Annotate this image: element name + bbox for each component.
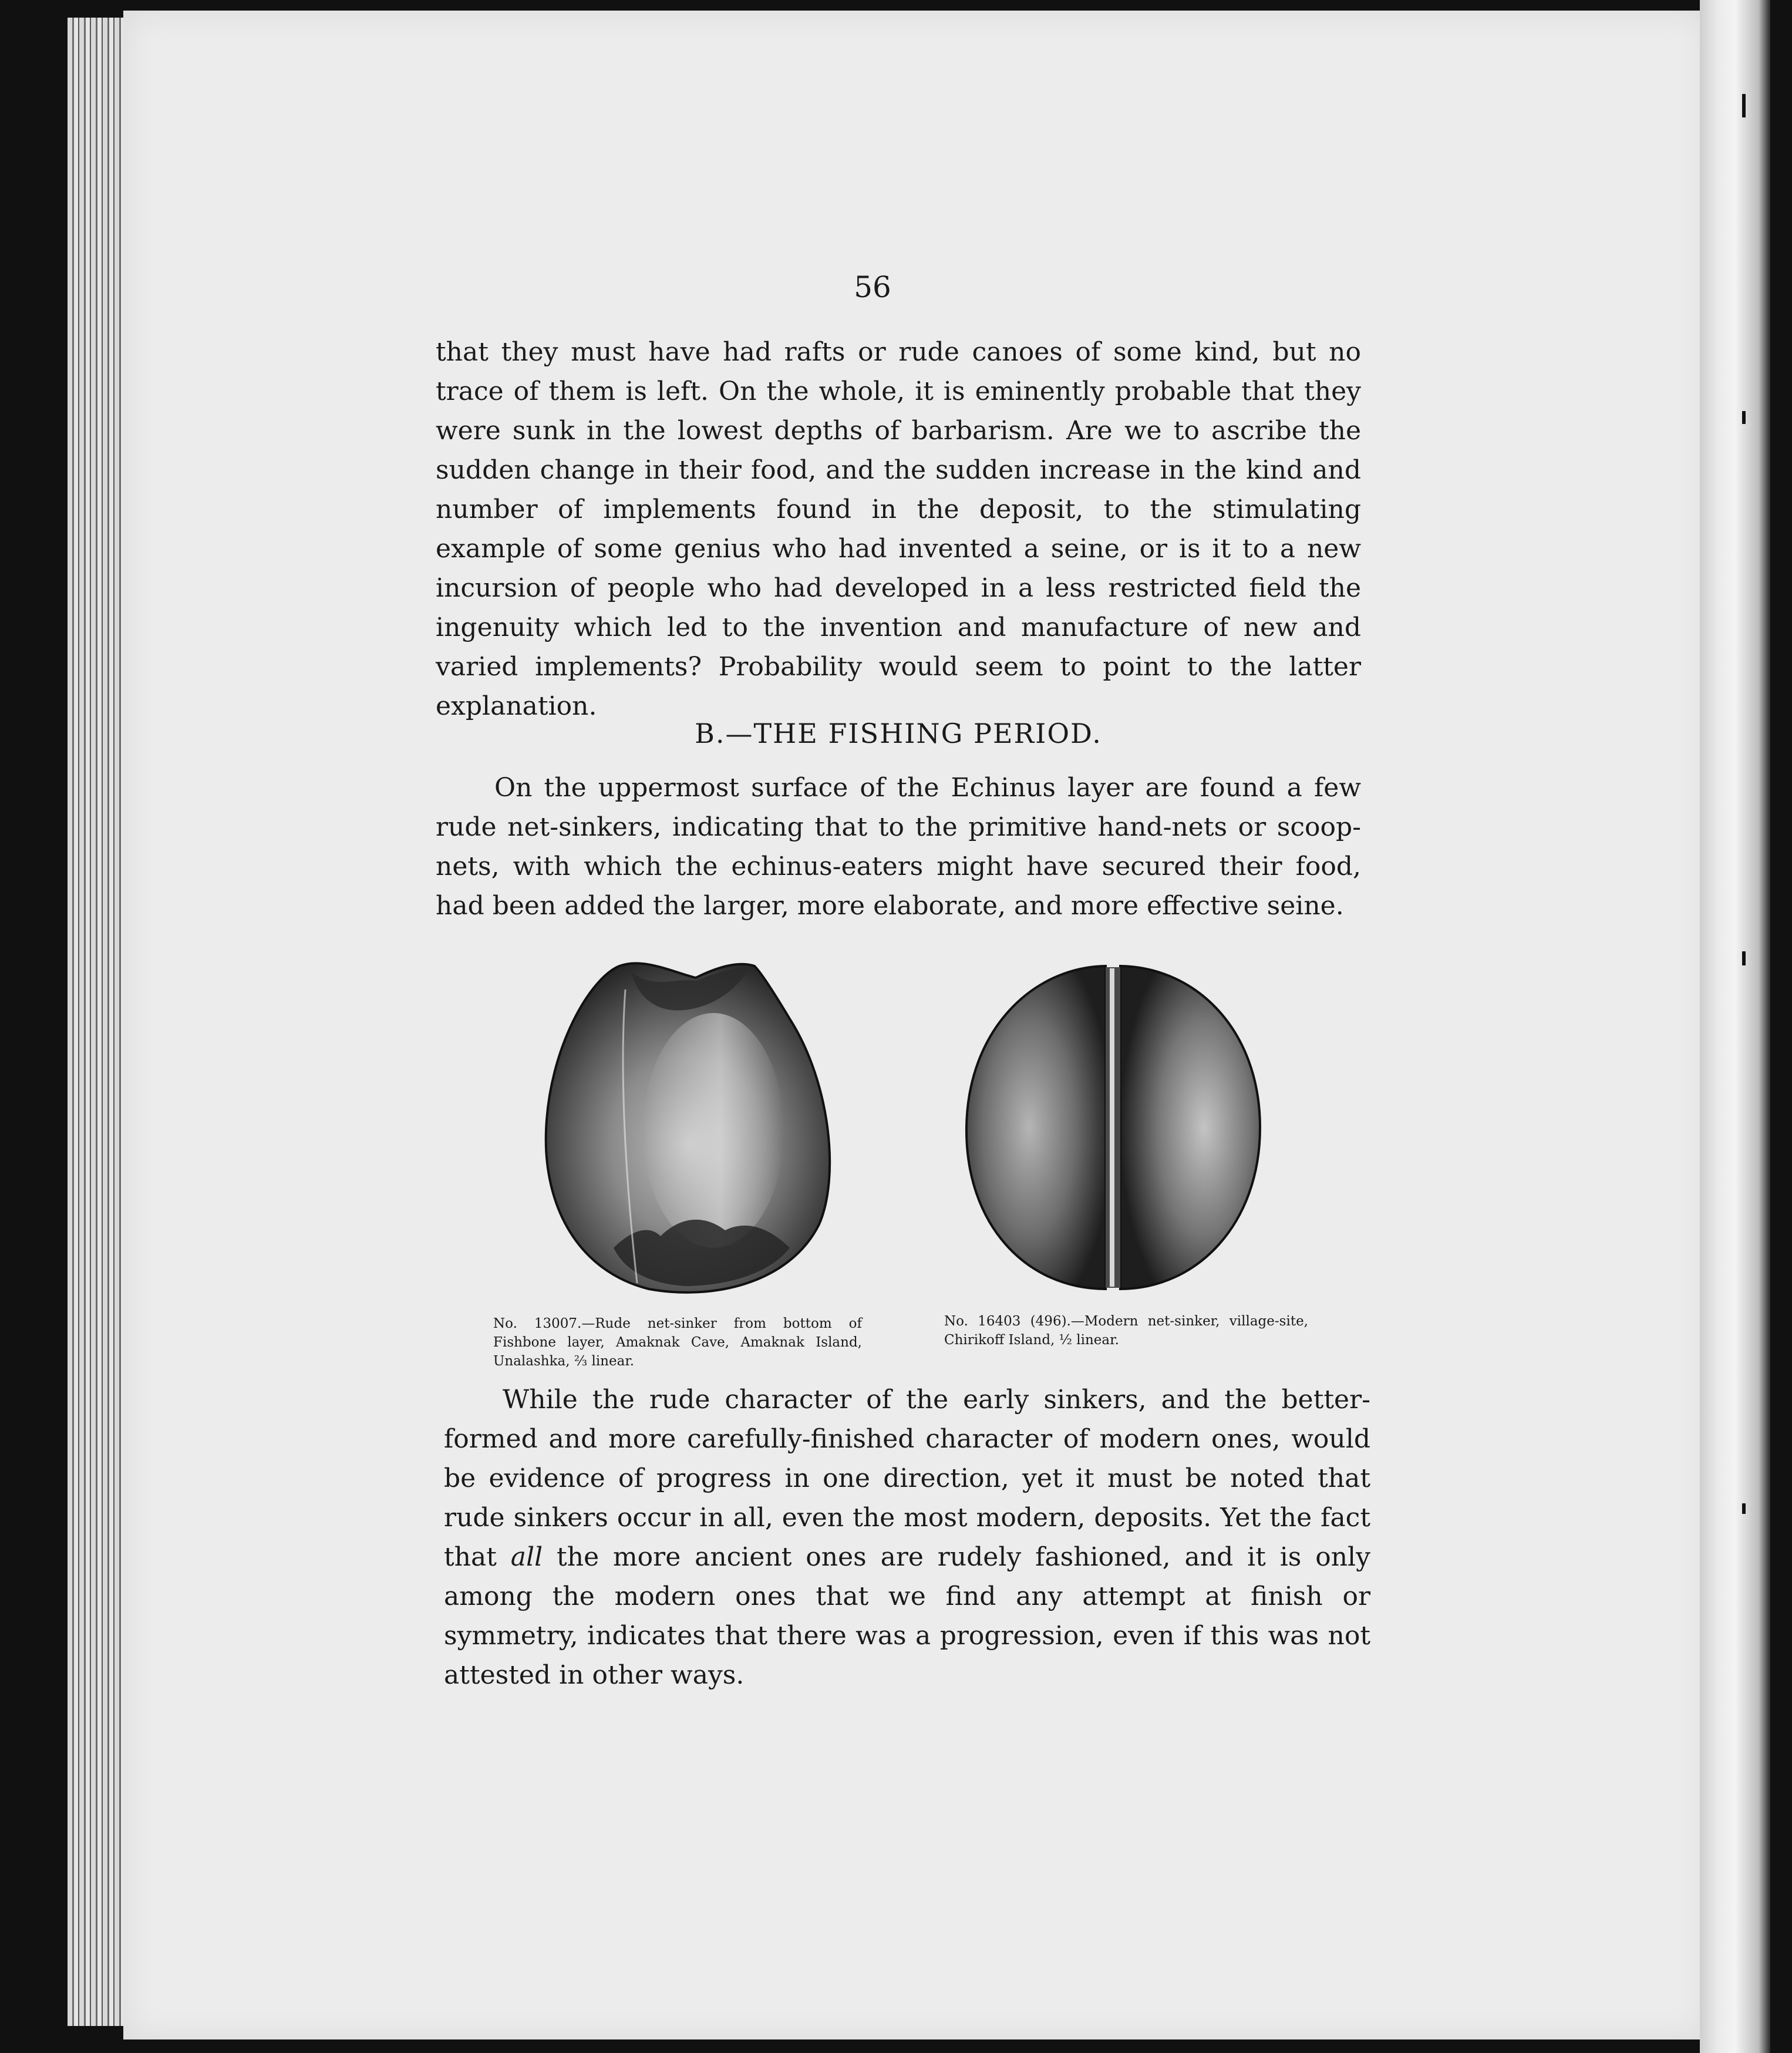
figure-caption-1: No. 13007.—Rude net-sinker from bottom of Fishbone layer, Amaknak Cave, Amaknak Island, Unalashka, ⅔ linear. [493,1316,862,1369]
figure-rude-net-sinker [537,954,846,1295]
figure-caption-2: No. 16403 (496).—Modern net-sinker, village-site, Chirikoff Island, ½ linear. [944,1314,1308,1348]
facing-page-edge [1700,0,1770,2053]
paragraph-3 [444,1380,1370,1695]
paragraph-3-emphasis: all [510,1542,543,1572]
paragraph-1: that they must have had rafts or rude canoes of some kind, but no trace of them is left. On the whole, it is eminently probable that they were sunk in the lowest depths of barbarism. Are we to ascribe the sudden change in their food, and the sudden increase in the kind and number of implements found in the deposit, to the stimulating example of some genius who had invented a seine, or is it to a new incursion of people who had developed in a less restricted field the ingenuity which led to the invention and manufacture of new and varied implements? Probability would seem to point to the latter explanation. [436,337,1361,721]
paragraph-3-text-before: While the rude character of the early sinkers, and the better-formed and more carefully-finished character of modern ones, would be evidence of progress in one direction, yet it must be noted that rude sinkers occur in all, even the most modern, deposits. Yet the fact that [444,1385,1370,1572]
section-heading: B.—THE FISHING PERIOD. [695,718,1102,749]
paragraph-3-text-after: the more ancient ones are rudely fashioned, and it is only among the modern ones that we find any attempt at finish or symmetry, indicates that there was a progression, even if this was not attested in other ways. [444,1542,1370,1690]
paragraph-2: On the uppermost surface of the Echinus layer are found a few rude net-sinkers, indicating that to the primitive hand-nets or scoop-nets, with which the echinus-eaters might have secured their food, had been added the larger, more elaborate, and more effective seine. [436,773,1361,921]
book-page [123,11,1709,2039]
book-page-edges [68,18,123,2026]
figure-modern-net-sinker [962,960,1264,1295]
page-number: 56 [854,270,891,304]
